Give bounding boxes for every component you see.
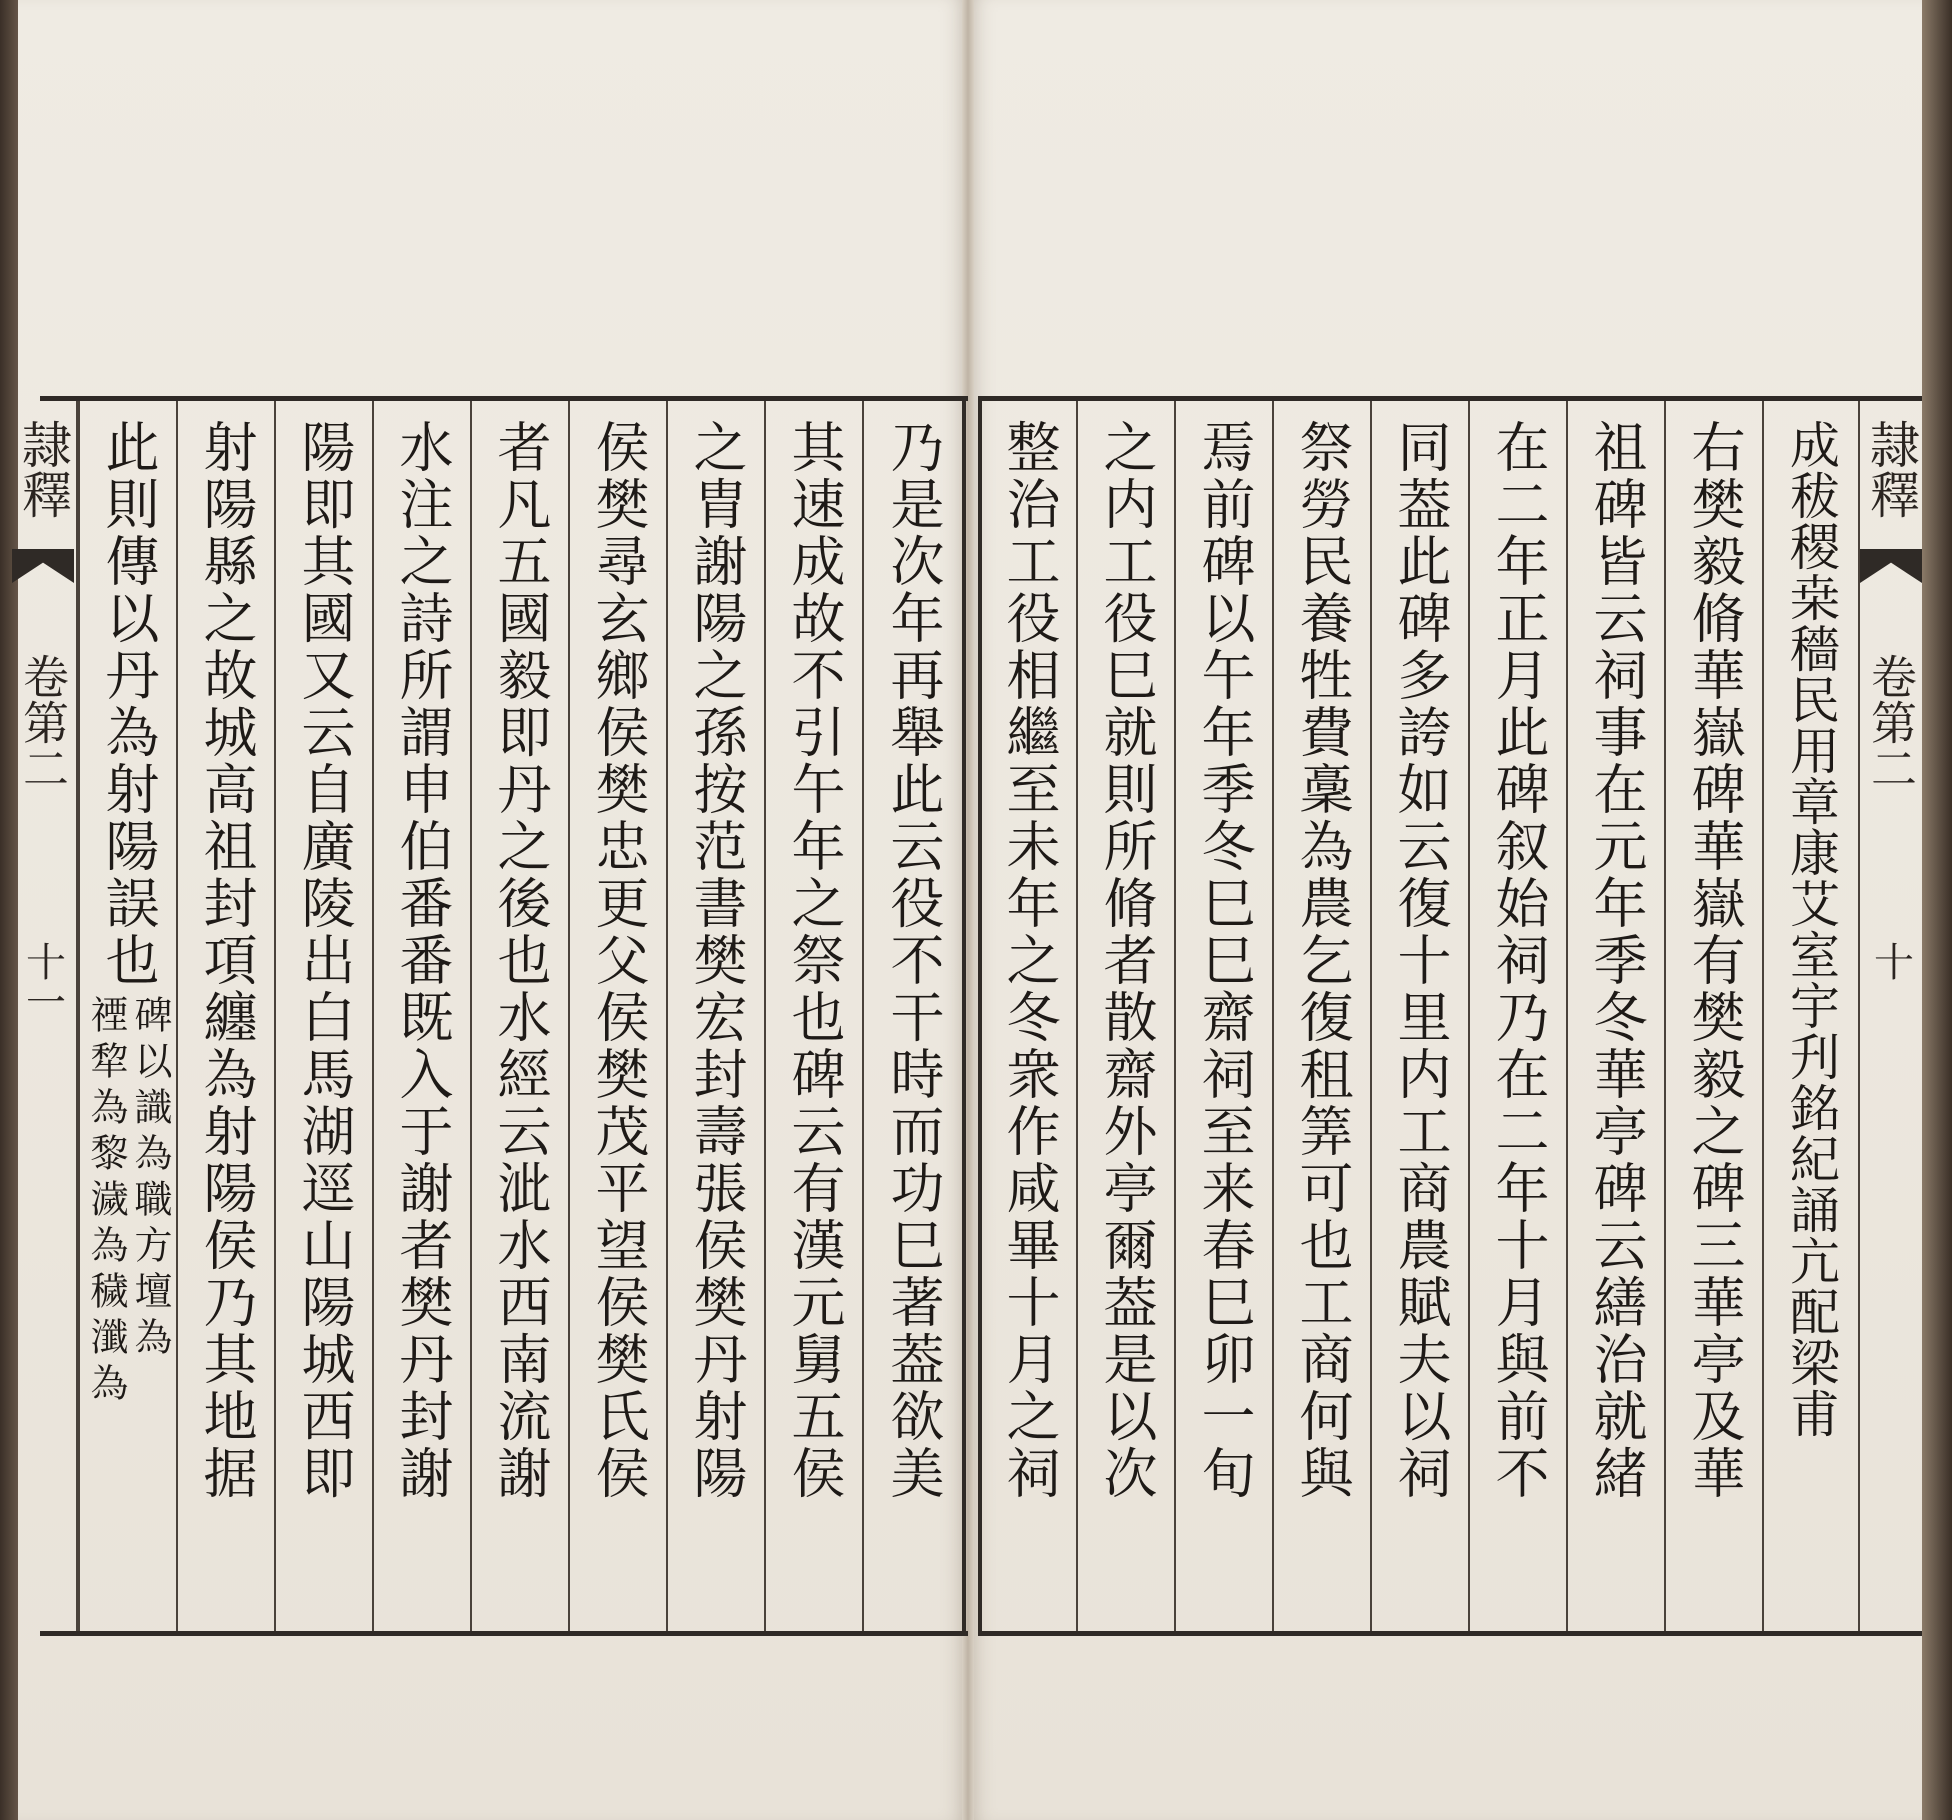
- fishtail-mark: [1860, 549, 1922, 583]
- text-column: [1762, 401, 1858, 1631]
- text-column: [372, 401, 470, 1631]
- column-text: 整治工役相繼至未年之冬衆作咸畢十月之祠: [998, 419, 1061, 1502]
- text-column: [1664, 401, 1762, 1631]
- text-column: [862, 401, 966, 1631]
- text-column: [978, 401, 1076, 1631]
- text-column: [1370, 401, 1468, 1631]
- right-text-frame: [978, 396, 1922, 1636]
- column-text: 之胄謝陽之孫按范書樊宏封壽張侯樊丹射陽: [685, 419, 748, 1502]
- column-text: 乃是次年再舉此云役不干時而功巳著葢欲美: [882, 419, 945, 1502]
- annotation-line: 碑以識為職方壇為: [128, 995, 172, 1363]
- annotation-note: [84, 995, 172, 1409]
- left-text-frame: [14, 396, 968, 1636]
- column-text: 同葢此碑多誇如云復十里内工商農賦夫以祠: [1389, 419, 1452, 1502]
- right-fold-margin: [1858, 401, 1922, 1631]
- column-text: 祖碑皆云祠事在元年季冬華亭碑云繕治就緒: [1585, 419, 1648, 1502]
- book-edge-right: [1922, 0, 1952, 1820]
- column-text: 侯樊尋玄鄉侯樊忠更父侯樊茂平望侯樊氏侯: [587, 419, 650, 1502]
- text-column: [274, 401, 372, 1631]
- column-text: 水注之詩所謂申伯番番既入于謝者樊丹封謝: [391, 419, 454, 1502]
- text-column: [470, 401, 568, 1631]
- column-text: 之内工役巳就則所脩者散齋外亭爾葢是以次: [1095, 419, 1158, 1502]
- annotation-line: 禋犂為黎濊為穢瀸為: [84, 995, 128, 1409]
- volume-label: 卷第二: [16, 653, 70, 791]
- text-column: [1272, 401, 1370, 1631]
- column-text: 此則傳以丹為射陽誤也: [97, 419, 160, 989]
- fishtail-mark: [12, 549, 74, 583]
- column-text: 在二年正月此碑叙始祠乃在二年十月與前不: [1487, 419, 1550, 1502]
- volume-label: 卷第二: [1864, 653, 1918, 791]
- column-text: 陽即其國又云自廣陵出白馬湖逕山陽城西即: [293, 419, 356, 1502]
- book-title: 隷釋: [1862, 419, 1920, 519]
- text-column: [176, 401, 274, 1631]
- column-text: 其速成故不引午年之祭也碑云有漢元舅五侯: [783, 419, 846, 1502]
- text-column: [764, 401, 862, 1631]
- text-column: [666, 401, 764, 1631]
- text-column: [1076, 401, 1174, 1631]
- page-number: 十: [1867, 941, 1914, 981]
- left-fold-margin: [10, 401, 78, 1631]
- text-column: [1468, 401, 1566, 1631]
- column-text: 者凡五國毅即丹之後也水經云泚水西南流謝: [489, 419, 552, 1502]
- column-text: 射陽縣之故城高祖封項纏為射陽侯乃其地据: [195, 419, 258, 1502]
- book-title: 隷釋: [14, 419, 72, 519]
- text-column: [1174, 401, 1272, 1631]
- column-text: 焉前碑以午年季冬巳巳齋祠至来春巳卯一旬: [1193, 419, 1256, 1502]
- page-number: 十一: [19, 941, 66, 1021]
- text-column: [568, 401, 666, 1631]
- column-text: 右樊毅脩華嶽碑華嶽有樊毅之碑三華亭及華: [1683, 419, 1746, 1502]
- column-text: 祭勞民養牲費稾為農乞復租筭可也工商何與: [1291, 419, 1354, 1502]
- column-text: 成秡稷桒穡民用章康艾室宇刋銘紀誦亢配梁甫: [1782, 419, 1840, 1439]
- text-column: [78, 401, 176, 1631]
- text-column: [1566, 401, 1664, 1631]
